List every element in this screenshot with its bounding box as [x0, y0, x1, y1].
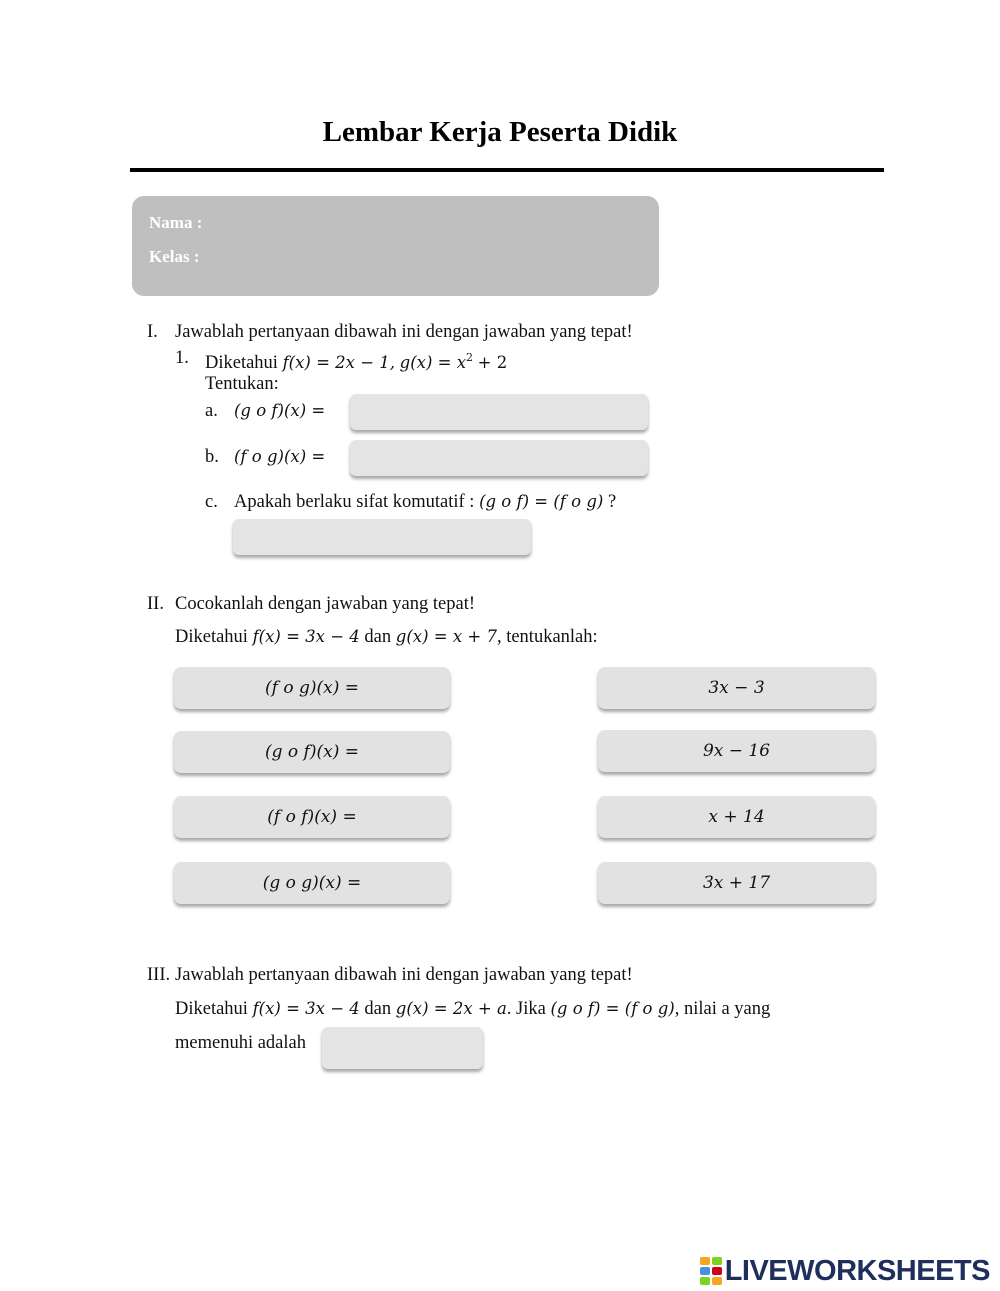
- f-definition: f(x) = 3x − 4: [252, 627, 360, 646]
- section-2-instruction: Cocokanlah dengan jawaban yang tepat!: [175, 594, 475, 614]
- student-info-box: [132, 196, 659, 296]
- g-definition-tail: + 2: [477, 353, 508, 373]
- match-left-text: (g o g)(x) =: [262, 873, 362, 893]
- page-title: Lembar Kerja Peserta Didik: [322, 116, 678, 148]
- match-left-text: (g o f)(x) =: [265, 742, 359, 762]
- section-2-numeral: II.: [147, 594, 164, 614]
- match-right-text: 3x + 17: [702, 873, 771, 893]
- logo-icon: [700, 1257, 722, 1285]
- connector: dan: [364, 999, 392, 1019]
- connector: dan: [364, 627, 392, 647]
- match-right-text: x + 14: [708, 807, 765, 827]
- condition-expression: (g o f) = (f o g): [550, 999, 675, 1018]
- section-3-instruction: Jawablah pertanyaan dibawah ini dengan jawaban yang tepat!: [175, 965, 633, 985]
- match-right-card-1[interactable]: [598, 667, 875, 709]
- jika-text: . Jika: [506, 999, 546, 1019]
- given-prefix: Diketahui: [205, 353, 278, 374]
- determine-label: Tentukan:: [205, 374, 279, 394]
- match-left-card-3[interactable]: [174, 796, 450, 838]
- part-a-label: a.: [205, 401, 218, 421]
- answer-input-b[interactable]: [350, 440, 648, 476]
- section-3-line2: memenuhi adalah: [175, 1033, 306, 1053]
- title-divider: [130, 168, 884, 172]
- g-definition-exponent: 2: [466, 351, 474, 364]
- match-left-card-4[interactable]: [174, 862, 450, 904]
- f-definition: f(x) = 2x − 1,: [282, 353, 396, 373]
- kelas-label: Kelas :: [149, 247, 200, 266]
- question-1-given: [205, 347, 507, 374]
- match-left-text: (f o f)(x) =: [267, 807, 357, 827]
- answer-input-a[interactable]: [350, 394, 648, 430]
- answer-input-c[interactable]: [233, 519, 531, 555]
- section-1-numeral: I.: [147, 322, 158, 342]
- part-a-expression: (g o f)(x) =: [234, 401, 326, 420]
- match-right-card-4[interactable]: [598, 862, 875, 904]
- g-definition-main: g(x) = x: [399, 353, 467, 373]
- g-definition: g(x) = 2x + a: [395, 999, 507, 1018]
- logo-text: LIVEWORKSHEETS: [724, 1254, 990, 1287]
- match-left-card-1[interactable]: [174, 667, 450, 709]
- match-right-text: 3x − 3: [708, 678, 765, 698]
- question-1-number: 1.: [175, 348, 189, 368]
- match-left-text: (f o g)(x) =: [265, 678, 359, 698]
- part-b-expression: (f o g)(x) =: [234, 447, 326, 466]
- f-definition: f(x) = 3x − 4: [252, 999, 360, 1018]
- given-tail: , tentukanlah:: [496, 627, 598, 647]
- section-3-numeral: III.: [147, 965, 171, 985]
- section-3-given: [175, 998, 770, 1020]
- given-prefix: Diketahui: [175, 627, 248, 647]
- given-prefix: Diketahui: [175, 999, 248, 1019]
- part-c-expression: (g o f) = (f o g): [479, 492, 604, 511]
- section-1-instruction: Jawablah pertanyaan dibawah ini dengan jawaban yang tepat!: [175, 322, 633, 342]
- match-right-card-3[interactable]: [598, 796, 875, 838]
- section-2-given: [175, 626, 598, 648]
- match-left-card-2[interactable]: [174, 731, 450, 773]
- part-c-text: Apakah berlaku sifat komutatif :: [234, 492, 475, 512]
- part-c-label: c.: [205, 492, 218, 512]
- liveworksheets-logo: [700, 1254, 990, 1288]
- answer-input-3[interactable]: [322, 1027, 483, 1069]
- given-tail: , nilai a yang: [674, 999, 771, 1019]
- part-c-tail: ?: [607, 492, 617, 512]
- g-definition: g(x) = x + 7: [395, 627, 497, 646]
- part-c-question: [234, 491, 616, 513]
- match-right-text: 9x − 16: [702, 741, 771, 761]
- part-b-label: b.: [205, 447, 219, 467]
- nama-label: Nama :: [149, 213, 203, 232]
- match-right-card-2[interactable]: [598, 730, 875, 772]
